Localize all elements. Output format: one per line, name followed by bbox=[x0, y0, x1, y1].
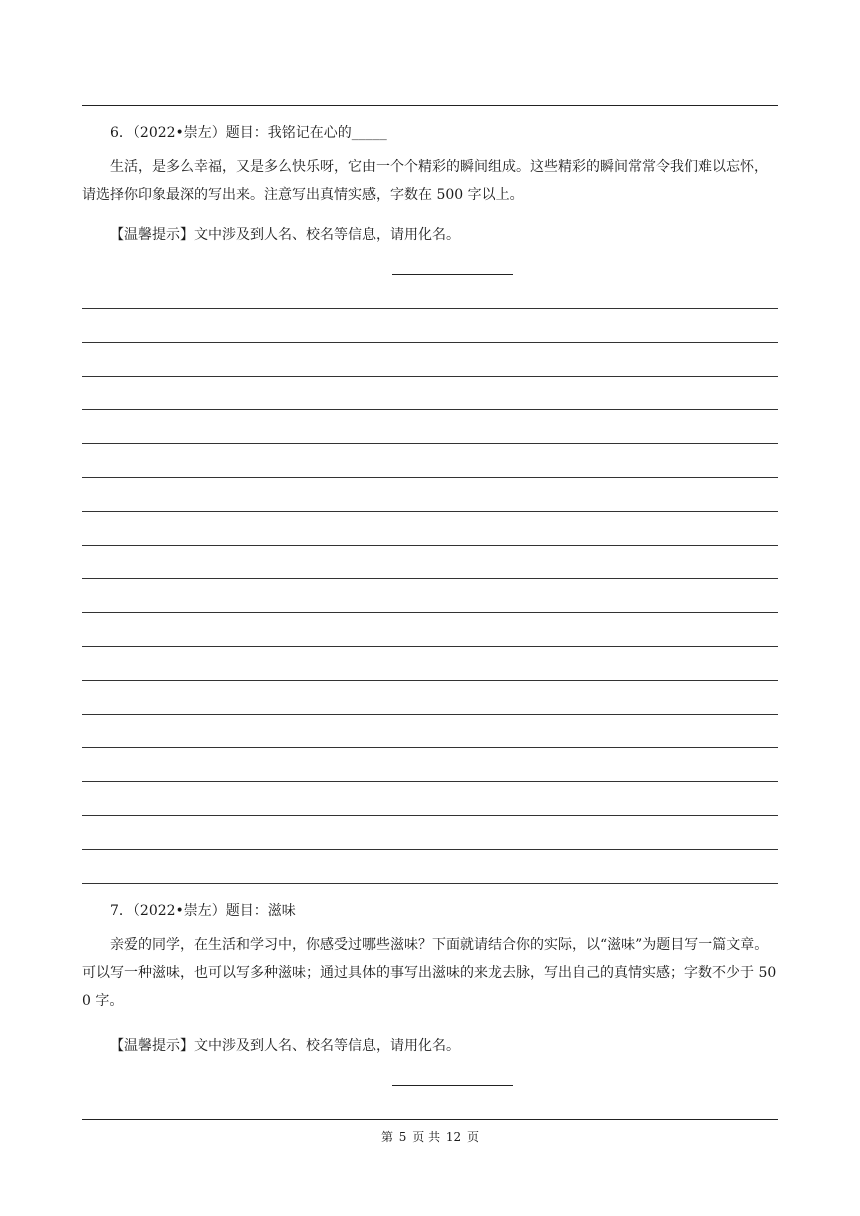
writing-line bbox=[82, 376, 778, 377]
q7-heading: 7．（2022•崇左）题目：滋味 bbox=[110, 903, 296, 919]
writing-line bbox=[82, 680, 778, 681]
writing-line bbox=[82, 409, 778, 410]
footer-total-pages: 12 bbox=[445, 1130, 462, 1144]
writing-line bbox=[82, 443, 778, 444]
writing-line bbox=[82, 646, 778, 647]
footer-page-number: 5 bbox=[398, 1130, 407, 1144]
footer-middle: 页 共 bbox=[412, 1130, 441, 1144]
writing-line bbox=[82, 545, 778, 546]
q6-prompt: 生活，是多么幸福，又是多么快乐呀，它由一个个精彩的瞬间组成。这些精彩的瞬间常常令我们难以忘怀，请选择你印象最深的写出来。注意写出真情实感，字数在 500 字以上。 bbox=[82, 159, 768, 203]
header-rule bbox=[82, 105, 778, 106]
writing-line bbox=[82, 883, 778, 884]
footer-rule bbox=[82, 1119, 778, 1120]
footer-prefix: 第 bbox=[380, 1130, 393, 1144]
writing-line bbox=[82, 849, 778, 850]
writing-line bbox=[82, 612, 778, 613]
q6-title-blank bbox=[392, 274, 513, 275]
q7-title-blank bbox=[392, 1085, 513, 1086]
writing-line bbox=[82, 815, 778, 816]
q7-prompt: 亲爱的同学，在生活和学习中，你感受过哪些滋味？下面就请结合你的实际，以“滋味”为题目写一篇文章。可以写一种滋味，也可以写多种滋味；通过具体的事写出滋味的来龙去脉，写出自己的真情实感；字数不少于 500 字。 bbox=[82, 937, 777, 1009]
footer-suffix: 页 bbox=[467, 1130, 480, 1144]
writing-line bbox=[82, 578, 778, 579]
q7-tip: 【温馨提示】文中涉及到人名、校名等信息，请用化名。 bbox=[110, 1038, 460, 1054]
writing-line bbox=[82, 342, 778, 343]
q6-tip: 【温馨提示】文中涉及到人名、校名等信息，请用化名。 bbox=[110, 227, 460, 243]
writing-line bbox=[82, 308, 778, 309]
writing-line bbox=[82, 747, 778, 748]
writing-line bbox=[82, 781, 778, 782]
writing-line bbox=[82, 714, 778, 715]
writing-line bbox=[82, 511, 778, 512]
writing-line bbox=[82, 477, 778, 478]
q6-heading: 6．（2022•崇左）题目：我铭记在心的_____ bbox=[110, 125, 387, 141]
page-footer bbox=[0, 1128, 860, 1146]
